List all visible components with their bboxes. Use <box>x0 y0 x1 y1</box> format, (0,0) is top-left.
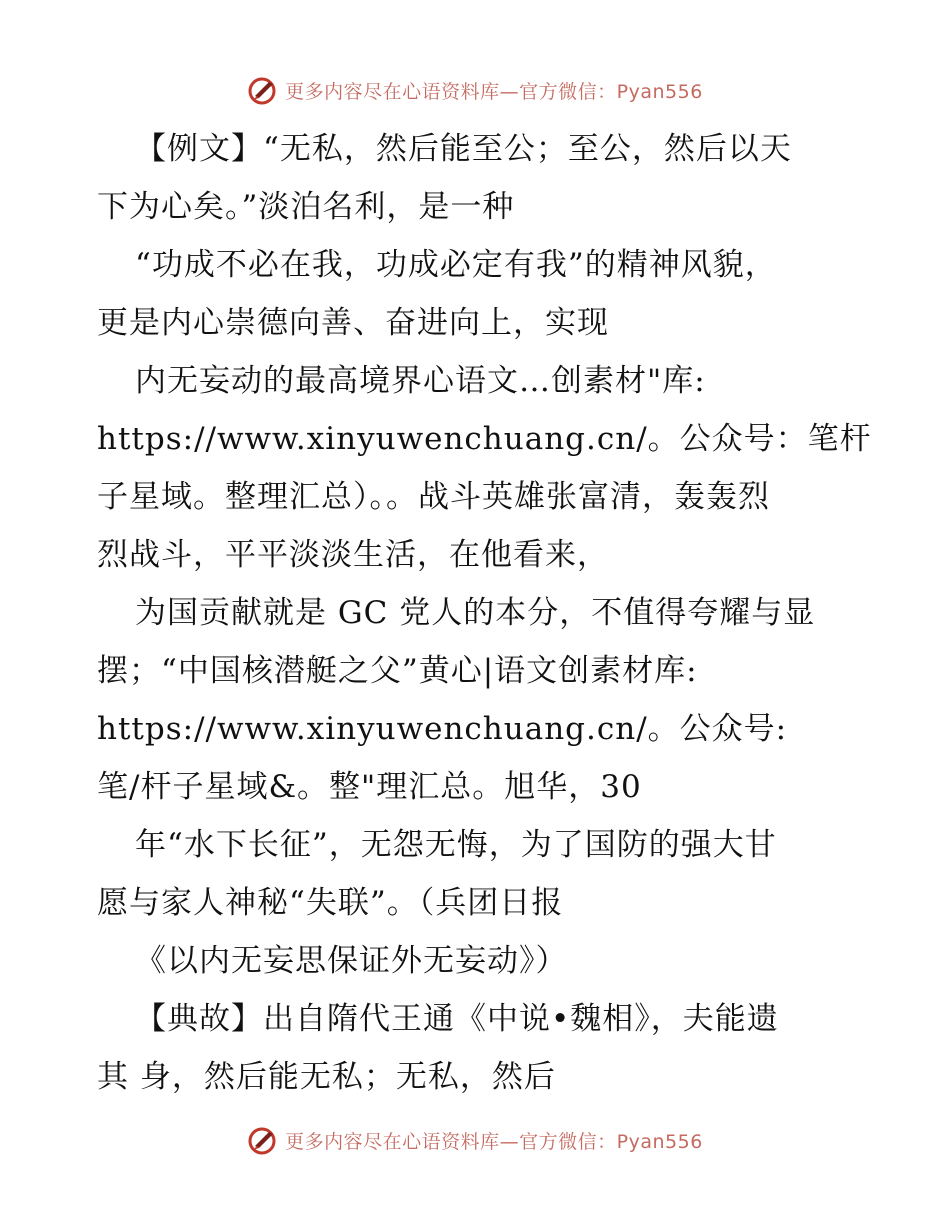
body-text-line: 【例文】“无私，然后能至公；至公，然后以天 <box>135 131 792 167</box>
body-text-line: 内无妄动的最高境界心语文…创素材"库: <box>135 363 706 399</box>
brush-logo-icon <box>247 1124 279 1156</box>
brush-logo-icon <box>247 74 279 106</box>
header-banner <box>0 70 950 110</box>
body-text-line: 下为心矣。”淡泊名利，是一种 <box>97 189 515 225</box>
body-text-line: 笔/杆子星域&。整"理汇总。旭华，30 <box>97 769 642 805</box>
body-text-line: 摆；“中国核潜艇之父”黄心|语文创素材库: <box>97 653 698 689</box>
body-text-line: 子星域。整理汇总）。。战斗英雄张富清，轰轰烈 <box>97 479 770 515</box>
footer-banner <box>0 1120 950 1160</box>
footer-banner-text: 更多内容尽在心语资料库—官方微信：Pyan556 <box>285 1130 703 1153</box>
document-body <box>97 120 872 1106</box>
body-text-line: 更是内心崇德向善、奋进向上，实现 <box>97 305 609 341</box>
body-text-line: https://www.xinyuwenchuang.cn/。公众号: <box>97 711 788 747</box>
body-text-line: 《以内无妄思保证外无妄动》） <box>135 943 568 979</box>
body-text-line: 为国贡献就是 GC 党人的本分，不值得夸耀与显 <box>135 595 816 631</box>
body-text-line: 愿与家人神秘“失联”。（兵团日报 <box>97 885 564 921</box>
body-text-line: 年“水下长征”，无怨无悔，为了国防的强大甘 <box>135 827 777 863</box>
body-text-line: 其 身，然后能无私；无私，然后 <box>97 1059 556 1095</box>
body-text-line: https://www.xinyuwenchuang.cn/。公众号：笔杆 <box>97 421 872 457</box>
body-text-line: 【典故】出自隋代王通《中说•魏相》，夫能遗 <box>135 1001 779 1037</box>
body-text-line: 烈战斗，平平淡淡生活，在他看来， <box>97 537 609 573</box>
body-text-line: “功成不必在我，功成必定有我”的精神风貌， <box>135 247 777 283</box>
header-banner-text: 更多内容尽在心语资料库—官方微信：Pyan556 <box>285 80 703 103</box>
